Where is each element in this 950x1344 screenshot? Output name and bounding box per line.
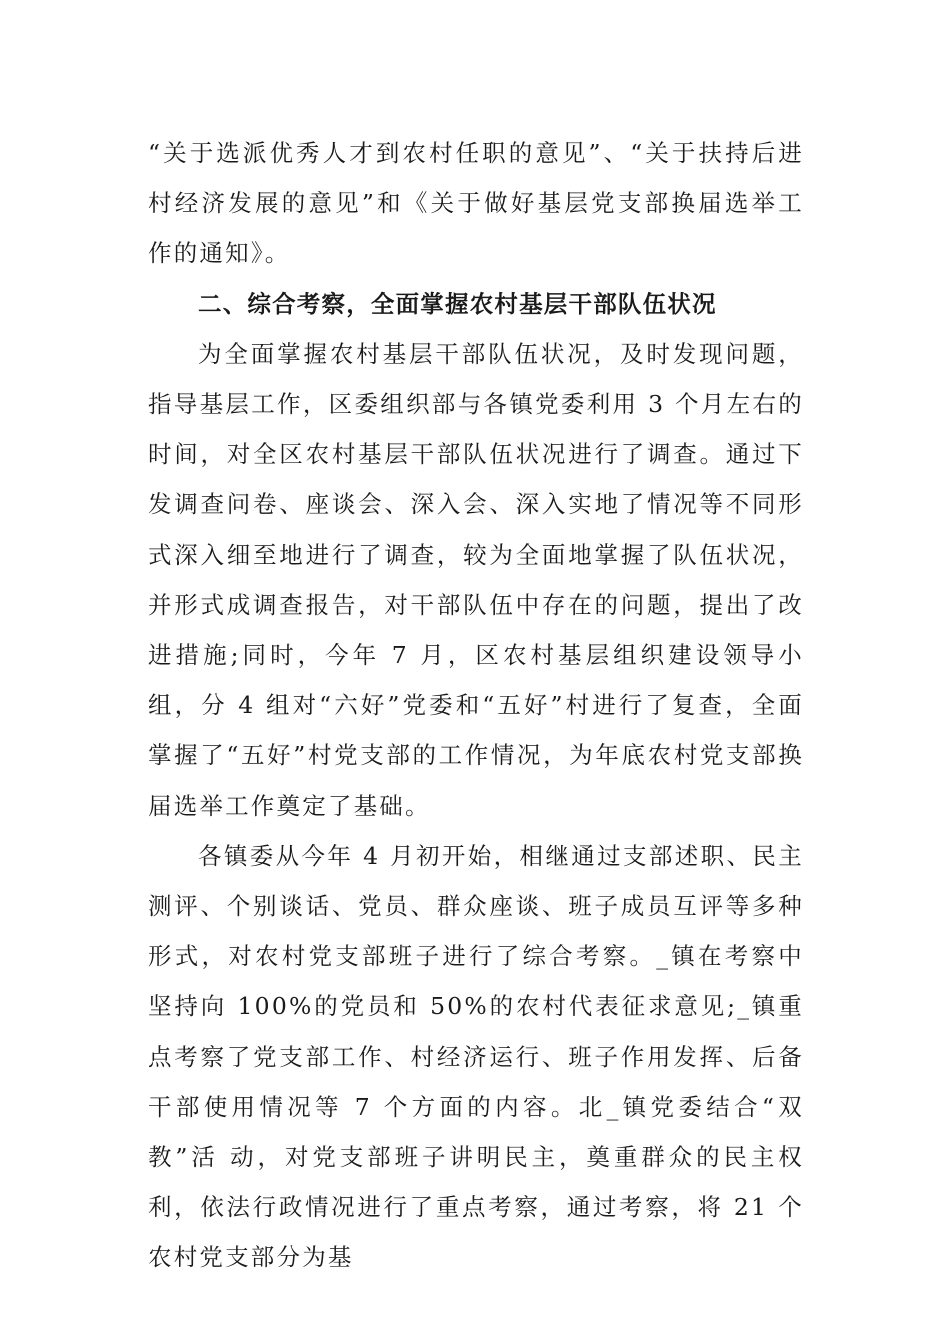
paragraph-continuation: “关于选派优秀人才到农村任职的意见”、“关于扶持后进村经济发展的意见”和《关于做好基层党支部换届选举工作的通知》。 [148,139,804,268]
section-heading: 二、综合考察，全面掌握农村基层干部队伍状况 [198,289,717,318]
document-body [148,128,804,1283]
paragraph-survey: 为全面掌握农村基层干部队伍状况，及时发现问题，指导基层工作，区委组织部与各镇党委利用 3 个月左右的时间，对全区农村基层干部队伍状况进行了调查。通过下发调查问卷、座谈会、深入会、深入实地了情况等不同形式深入细至地进行了调查，较为全面地掌握了队伍状况，并形式成调查报告，对干部队伍中存在的问题，提出了改进措施;同时，今年 7 月，区农村基层组织建设领导小组，分 4 组对“六好”党委和“五好”村进行了复查，全面掌握了“五好”村党支部的工作情况，为年底农村党支部换届选举工作奠定了基础。 [148,339,804,820]
paragraph-inspection: 各镇委从今年 4 月初开始，相继通过支部述职、民主测评、个别谈话、党员、群众座谈、班子成员互评等多种形式，对农村党支部班子进行了综合考察。_镇在考察中坚持向 100%的党员和 50%的农村代表征求意见;_镇重点考察了党支部工作、村经济运行、班子作用发挥、后备干部使用情况等 7 个方面的内容。北_镇党委结合“双教”活 动，对党支部班子讲明民主，奠重群众的民主权利，依法行政情况进行了重点考察，通过考察，将 21 个农村党支部分为基 [148,841,804,1272]
